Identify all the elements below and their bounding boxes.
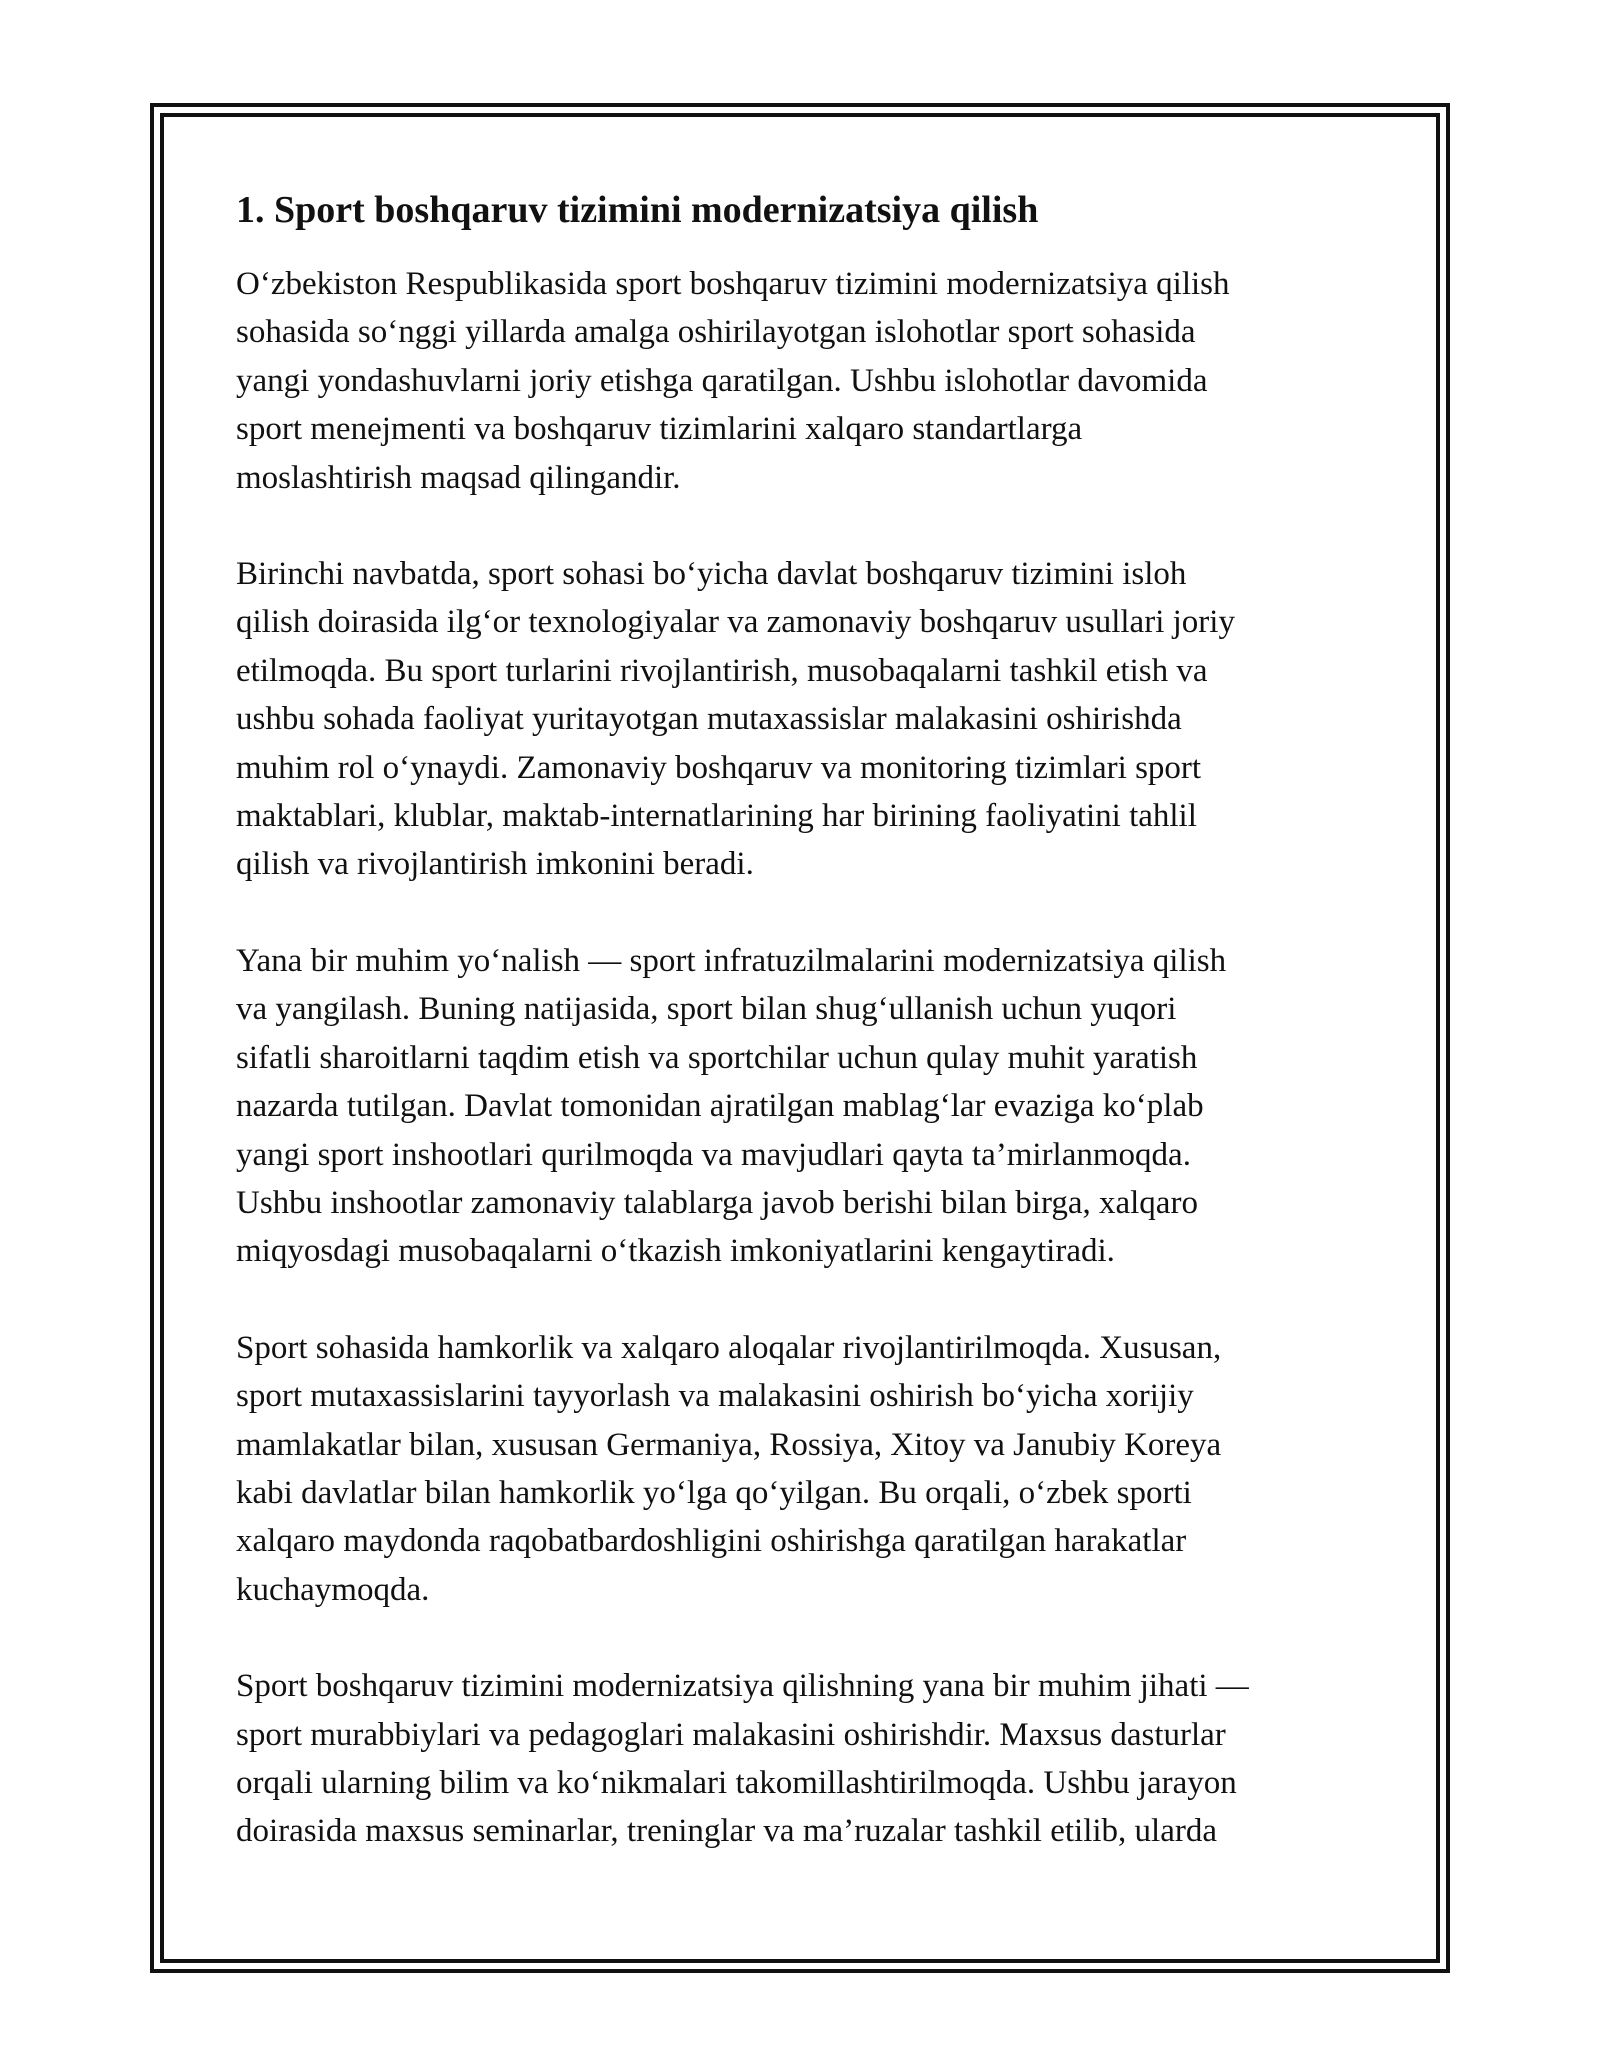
document-body	[236, 188, 1376, 1904]
paragraph-line: kuchaymoqda.	[236, 1571, 430, 1608]
paragraph-line: qilish doirasida ilg‘or texnologiyalar va zamonaviy boshqaruv usullari joriy	[236, 604, 1235, 641]
paragraph-5	[236, 1662, 1376, 1856]
paragraph-line: sport menejmenti va boshqaruv tizimlarini xalqaro standartlarga	[236, 411, 1083, 448]
paragraph-2	[236, 550, 1376, 889]
paragraph-line: Ushbu inshootlar zamonaviy talablarga javob berishi bilan birga, xalqaro	[236, 1184, 1198, 1221]
paragraph-line: yangi yondashuvlarni joriy etishga qaratilgan. Ushbu islohotlar davomida	[236, 362, 1208, 399]
paragraph-line: moslashtirish maqsad qilingandir.	[236, 459, 681, 496]
paragraph-line: O‘zbekiston Respublikasida sport boshqaruv tizimini modernizatsiya qilish	[236, 266, 1230, 302]
paragraph-line: maktablari, klublar, maktab-internatlarining har birining faoliyatini tahlil	[236, 798, 1197, 835]
paragraph-line: muhim rol o‘ynaydi. Zamonaviy boshqaruv va monitoring tizimlari sport	[236, 749, 1202, 786]
paragraph-line: sport murabbiylari va pedagoglari malakasini oshirishdir. Maxsus dasturlar	[236, 1716, 1226, 1753]
paragraph-line: nazarda tutilgan. Davlat tomonidan ajratilgan mablag‘lar evaziga ko‘plab	[236, 1088, 1204, 1125]
paragraph-line: ushbu sohada faoliyat yuritayotgan mutaxassislar malakasini oshirishda	[236, 701, 1182, 738]
paragraph-line: Birinchi navbatda, sport sohasi bo‘yicha davlat boshqaruv tizimini isloh	[236, 556, 1187, 593]
paragraph-line: etilmoqda. Bu sport turlarini rivojlantirish, musobaqalarni tashkil etish va	[236, 652, 1208, 689]
paragraph-line: Sport sohasida hamkorlik va xalqaro aloqalar rivojlantirilmoqda. Xususan,	[236, 1329, 1222, 1366]
paragraph-line: doirasida maxsus seminarlar, treninglar va ma’ruzalar tashkil etilib, ularda	[236, 1813, 1217, 1850]
paragraph-line: yangi sport inshootlari qurilmoqda va mavjudlari qayta ta’mirlanmoqda.	[236, 1136, 1191, 1173]
paragraph-line: sifatli sharoitlarni taqdim etish va sportchilar uchun qulay muhit yaratish	[236, 1039, 1198, 1076]
paragraph-line: orqali ularning bilim va ko‘nikmalari takomillashtirilmoqda. Ushbu jarayon	[236, 1764, 1237, 1801]
paragraph-4	[236, 1324, 1376, 1614]
paragraph-line: qilish va rivojlantirish imkonini beradi.	[236, 846, 754, 883]
paragraph-line: va yangilash. Buning natijasida, sport bilan shug‘ullanish uchun yuqori	[236, 991, 1177, 1028]
paragraph-1	[236, 260, 1376, 502]
paragraph-line: kabi davlatlar bilan hamkorlik yo‘lga qo‘yilgan. Bu orqali, o‘zbek sporti	[236, 1474, 1192, 1511]
paragraph-line: Yana bir muhim yo‘nalish — sport infratuzilmalarini modernizatsiya qilish	[236, 942, 1227, 979]
paragraph-line: sohasida so‘nggi yillarda amalga oshirilayotgan islohotlar sport sohasida	[236, 314, 1196, 351]
paragraph-3	[236, 937, 1376, 1276]
paragraph-line: Sport boshqaruv tizimini modernizatsiya qilishning yana bir muhim jihati —	[236, 1668, 1249, 1705]
paragraph-line: sport mutaxassislarini tayyorlash va malakasini oshirish bo‘yicha xorijiy	[236, 1378, 1194, 1415]
paragraph-line: miqyosdagi musobaqalarni o‘tkazish imkoniyatlarini kengaytiradi.	[236, 1233, 1115, 1270]
paragraph-line: mamlakatlar bilan, xususan Germaniya, Rossiya, Xitoy va Janubiy Koreya	[236, 1426, 1222, 1463]
paragraph-line: xalqaro maydonda raqobatbardoshligini oshirishga qaratilgan harakatlar	[236, 1523, 1187, 1560]
section-title: 1. Sport boshqaruv tizimini modernizatsiya qilish	[236, 189, 1039, 231]
